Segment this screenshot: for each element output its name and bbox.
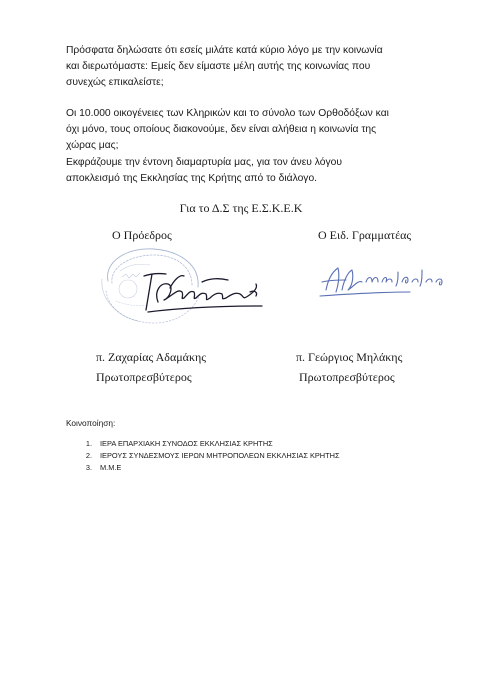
board-heading: Για το Δ.Σ της Ε.Σ.Κ.Ε.Κ — [179, 201, 303, 215]
president-signature — [140, 262, 270, 318]
paragraph-line: Πρόσφατα δηλώσατε ότι εσείς μιλάτε κατά κύριο λόγο με την κοινωνία — [66, 45, 383, 56]
cc-item-number: 2. — [85, 451, 92, 460]
paragraph-line: αποκλεισμό της Εκκλησίας της Κρήτης από το διάλογο. — [66, 173, 318, 184]
cc-item-text: Μ.Μ.Ε — [100, 463, 122, 472]
president-name: π. Ζαχαρίας Αδαμάκης — [96, 350, 207, 364]
president-role: Ο Πρόεδρος — [112, 228, 172, 242]
secretary-title: Πρωτοπρεσβύτερος — [299, 370, 395, 384]
paragraph-line: όχι μόνο, τους οποίους διακονούμε, δεν είναι αλήθεια η κοινωνία της — [66, 124, 377, 135]
cc-label: Κοινοποίηση: — [66, 418, 116, 428]
paragraph-line: Εκφράζουμε την έντονη διαμαρτυρία μας, για τον άνευ λόγου — [66, 157, 343, 168]
cc-item — [66, 438, 340, 450]
paragraph-line: χώρας μας; — [66, 140, 119, 151]
cc-item-text: ΙΕΡΟΥΣ ΣΥΝΔΕΣΜΟΥΣ ΙΕΡΩΝ ΜΗΤΡΟΠΟΛΕΩΝ ΕΚΚΛΗΣΙΑΣ ΚΡΗΤΗΣ — [100, 451, 340, 460]
paragraph-line: συνεχώς επικαλείστε; — [66, 77, 164, 88]
paragraph-line: και διερωτόμαστε: Εμείς δεν είμαστε μέλη αυτής της κοινωνίας που — [66, 61, 371, 72]
cc-item — [66, 450, 340, 462]
paragraph-line: Οι 10.000 οικογένειες των Κληρικών και το σύνολο των Ορθοδόξων και — [66, 108, 389, 119]
paragraph-protest — [66, 155, 436, 187]
paragraph-society-question — [66, 43, 436, 91]
cc-item-text: ΙΕΡΑ ΕΠΑΡΧΙΑΚΗ ΣΥΝΟΔΟΣ ΕΚΚΛΗΣΙΑΣ ΚΡΗΤΗΣ — [100, 439, 273, 448]
cc-item-number: 3. — [85, 463, 92, 472]
secretary-role: Ο Ειδ. Γραμματέας — [318, 228, 412, 242]
secretary-name: π. Γεώργιος Μηλάκης — [296, 350, 403, 364]
president-title: Πρωτοπρεσβύτερος — [96, 370, 192, 384]
secretary-signature — [318, 260, 450, 302]
cc-list — [66, 438, 340, 474]
cc-item-number: 1. — [85, 439, 92, 448]
cc-item — [66, 462, 340, 474]
paragraph-families-question — [66, 106, 436, 154]
